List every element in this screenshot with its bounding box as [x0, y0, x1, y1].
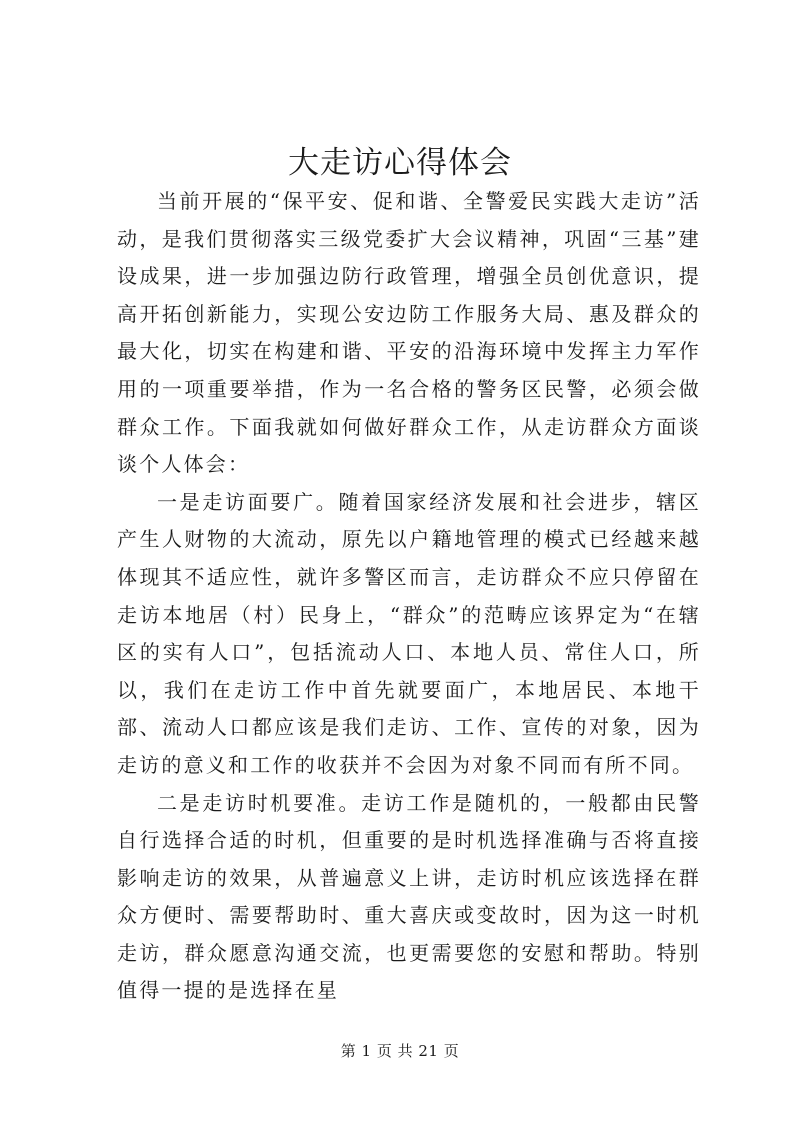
page-footer: 第 1 页 共 21 页 [340, 1042, 460, 1060]
paragraph-intro: 当前开展的“保平安、促和谐、全警爱民实践大走访”活动，是我们贯彻落实三级党委扩大会议精神，巩固“三基”建设成果，进一步加强边防行政管理，增强全员创优意识，提高开拓创新能力，实现公安边防工作服务大局、惠及群众的最大化，切实在构建和谐、平安的沿海环境中发挥主力军作用的一项重要举措，作为一名合格的警务区民警，必须会做群众工作。下面我就如何做好群众工作，从走访群众方面谈谈个人体会： [117, 189, 701, 477]
paragraph-point-two: 二是走访时机要准。走访工作是随机的，一般都由民警自行选择合适的时机，但重要的是时机选择准确与否将直接影响走访的效果，从普遍意义上讲，走访时机应该选择在群众方便时、需要帮助时、重大喜庆或变故时，因为这一时机走访，群众愿意沟通交流，也更需要您的安慰和帮助。特别值得一提的是选择在星 [117, 790, 701, 1003]
paragraph-point-one: 一是走访面要广。随着国家经济发展和社会进步，辖区产生人财物的大流动，原先以户籍地管理的模式已经越来越体现其不适应性，就许多警区而言，走访群众不应只停留在走访本地居（村）民身上，“群众”的范畴应该界定为“在辖区的实有人口”，包括流动人口、本地人员、常住人口，所以，我们在走访工作中首先就要面广，本地居民、本地干部、流动人口都应该是我们走访、工作、宣传的对象，因为走访的意义和工作的收获并不会因为对象不同而有所不同。 [117, 489, 701, 777]
document-body [117, 183, 701, 1010]
document-title: 大走访心得体会 [288, 145, 512, 181]
